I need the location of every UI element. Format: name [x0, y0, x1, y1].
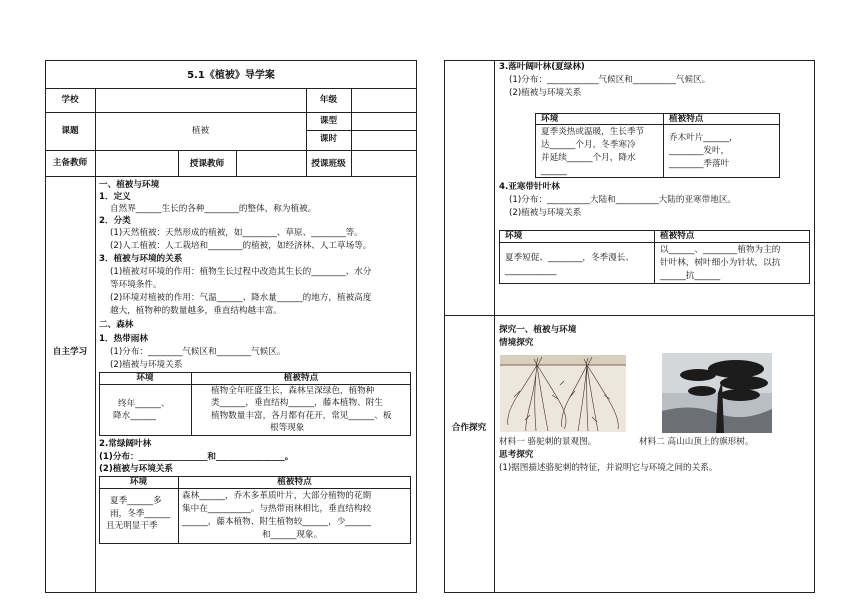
divider [236, 150, 237, 176]
divider [99, 488, 411, 489]
coop-label: 合作探究 [451, 423, 487, 433]
section-heading: 情境探究 [499, 338, 534, 348]
section-heading: 1．定义 [99, 192, 131, 202]
section-heading: 一、植被与环境 [99, 180, 160, 190]
divider [45, 150, 417, 151]
feat-cell: 植物全年旺盛生长，森林呈深绿色，植物种 [211, 386, 375, 396]
divider [45, 88, 417, 89]
text-line: 自然界______生长的各种________的整体，称为植被。 [110, 204, 317, 214]
flag-tree-image [662, 353, 772, 433]
table-header-env: 环境 [505, 231, 523, 241]
feat-cell: ________发叶， [669, 146, 730, 156]
divider [351, 88, 352, 150]
text-line: (2)植被与环境关系 [509, 88, 582, 98]
divider [535, 124, 780, 125]
school-label: 学校 [61, 95, 79, 105]
divider [663, 113, 664, 178]
env-cell: ______ [541, 166, 567, 176]
document-title: 5.1《植被》导学案 [187, 70, 275, 81]
section-heading: 二、森林 [99, 320, 134, 330]
camelthorn-image [500, 355, 626, 432]
text-line: (2)植被与环境关系 [99, 464, 173, 474]
period-label: 课时 [319, 134, 338, 144]
text-line: (1)植被对环境的作用：植物生长过程中改造其生长的________、水分 [110, 267, 372, 277]
section-heading: 2.常绿阔叶林 [99, 439, 152, 449]
table-header-feat: 植被特点 [669, 114, 704, 124]
text-line: (1)分布：____________气候区和__________气候区。 [509, 75, 711, 85]
env-cell: 雨，冬季______ [110, 509, 171, 519]
text-line: (1)分布：________________和________________。 [99, 452, 294, 462]
env-cell: 夏季______多 [110, 496, 162, 506]
lesson-type-label: 课型 [319, 116, 338, 126]
section-heading: 2．分类 [99, 216, 131, 226]
feat-cell: ________季落叶 [669, 159, 730, 169]
table-header-feat: 植被特点 [660, 231, 695, 241]
env-cell: ____________ [505, 266, 557, 276]
section-heading: 探究一、植被与环境 [499, 325, 577, 335]
table-header-env: 环境 [136, 373, 154, 383]
section-heading: 3.落叶阔叶林(夏绿林) [499, 62, 585, 72]
feat-cell: 针叶林，树叶细小为针状，以抗 [660, 258, 781, 268]
text-line: 等环境条件。 [110, 280, 162, 290]
feat-cell: 植物数量丰富，各月都有花开，常见______、板 [211, 411, 392, 421]
lecturer-label: 授课教师 [189, 159, 225, 169]
feat-cell: 集中在__________。与热带雨林相比，垂直结构较 [182, 504, 372, 514]
divider [306, 130, 417, 131]
divider [178, 150, 179, 176]
feat-cell: 和______现象。 [262, 530, 323, 540]
divider [45, 112, 417, 113]
teacher-label: 主备教师 [52, 158, 88, 168]
camelthorn-drawing [500, 355, 626, 432]
text-line: 越大，植物种的数量越多，垂直结构越丰富。 [110, 306, 282, 316]
caption-flag-tree: 材料二 高山山顶上的旗形树。 [639, 437, 754, 447]
caption-camelthorn: 材料一 骆驼刺的景观图。 [499, 437, 597, 447]
divider [45, 176, 417, 177]
text-line: (2)人工植被：人工栽培和________的植被，如经济林、人工草场等。 [110, 241, 372, 251]
text-line: (1)天然植被：天然形成的植被，如________、草原、________等。 [110, 228, 363, 238]
divider [654, 230, 655, 284]
question-line: (1)据图描述骆驼刺的特征，并说明它与环境之间的关系。 [499, 463, 718, 473]
section-heading: 1．热带雨林 [99, 334, 148, 344]
divider [95, 88, 96, 593]
flag-tree-drawing [662, 353, 772, 433]
self-study-label: 自主学习 [52, 347, 88, 357]
class-label: 授课班级 [311, 159, 346, 169]
feat-cell: ______，藤本植物、附生植物较______，少______ [182, 517, 372, 527]
grade-label: 年级 [319, 95, 338, 105]
text-line: (2)植被与环境关系 [110, 360, 183, 370]
table-header-feat: 植被特点 [277, 477, 312, 487]
env-cell: 降水______ [113, 411, 156, 421]
feat-cell: 类______，垂直结构______，藤本植物、附生 [211, 398, 383, 408]
divider [306, 88, 307, 176]
env-cell: 夏季炎热或温暖，生长季节 [541, 127, 645, 137]
section-heading: 思考探究 [499, 450, 534, 460]
divider [494, 60, 495, 593]
table-header-env: 环境 [541, 114, 559, 124]
env-cell: 且无明显干季 [106, 521, 158, 531]
feat-cell: 森林______，乔木多革质叶片，大部分植物的花期 [182, 491, 372, 501]
env-cell: 终年______、 [118, 399, 170, 409]
text-line: (2)环境对植被的作用：气温______、降水量______的地方，植被高度 [110, 293, 372, 303]
env-cell: 夏季短促、________，冬季漫长、 [505, 253, 634, 263]
env-cell: 达______个月，冬季寒冷 [541, 140, 636, 150]
feat-cell: ______抗______ [660, 271, 721, 281]
divider [351, 150, 352, 176]
table-header-feat: 植被特点 [283, 373, 319, 383]
table-header-env: 环境 [129, 477, 148, 487]
text-line: (1)分布：________气候区和________气候区。 [110, 347, 286, 357]
feat-cell: 乔木叶片______， [669, 133, 738, 143]
feat-cell: 以______、________植物为主的 [660, 245, 781, 255]
topic-label: 课题 [61, 126, 79, 136]
divider [99, 384, 411, 385]
env-cell: 并延续______个月，降水 [541, 153, 636, 163]
text-line: (2)植被与环境关系 [509, 208, 582, 218]
topic-value: 植被 [191, 126, 210, 136]
section-heading: 3．植被与环境的关系 [99, 254, 183, 264]
feat-cell: 根等现象 [270, 423, 305, 433]
text-line: (1)分布：__________大陆和__________大陆的亚寒带地区。 [509, 195, 737, 205]
section-heading: 4.亚寒带针叶林 [499, 182, 560, 192]
divider [444, 315, 815, 316]
